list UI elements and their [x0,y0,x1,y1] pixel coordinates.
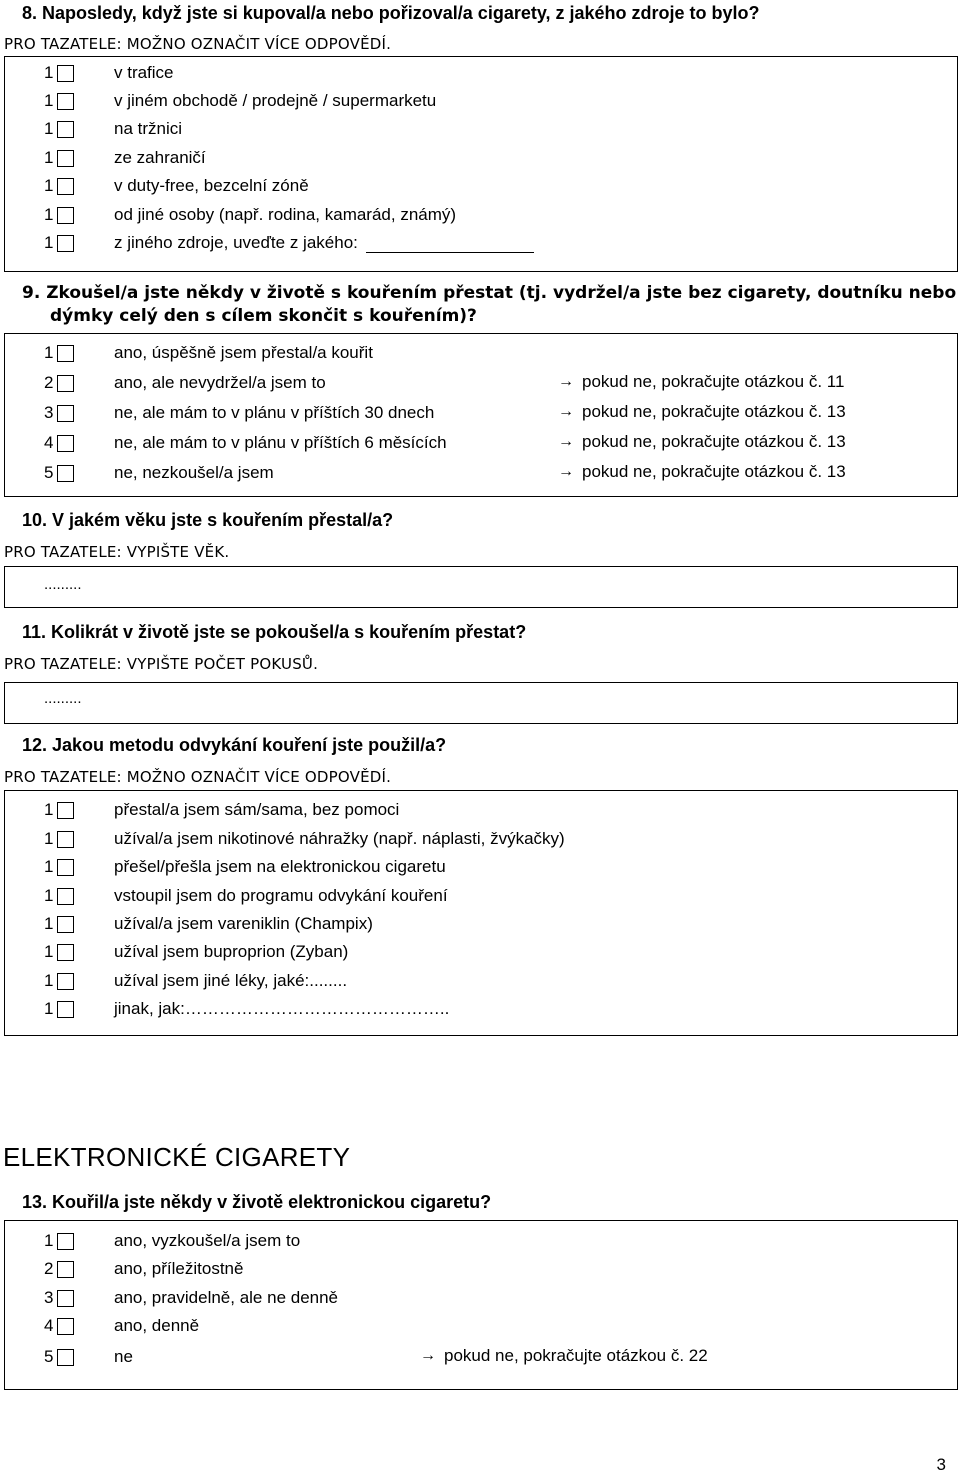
q11-title: 11. Kolikrát v životě jste se pokoušel/a s kouřením přestat? [22,622,527,642]
q8-title: 8. Naposledy, když jste si kupoval/a nebo pořizoval/a cigarety, z jakého zdroje to bylo? [22,3,760,23]
checkbox[interactable] [57,1318,74,1335]
q9-option[interactable]: 2 ano, ale nevydržel/a jsem to [44,373,326,392]
checkbox[interactable] [57,859,74,876]
q8-option[interactable]: 1 ze zahraničí [44,148,206,167]
skip-instruction: → pokud ne, pokračujte otázkou č. 22 [420,1346,708,1365]
checkbox[interactable] [57,1001,74,1018]
skip-instruction: → pokud ne, pokračujte otázkou č. 11 [558,372,845,391]
checkbox[interactable] [57,802,74,819]
arrow-right-icon: → [558,463,574,480]
write-in-line[interactable] [366,236,534,253]
q12-option[interactable]: 1 přešel/přešla jsem na elektronickou cigaretu [44,857,446,876]
checkbox[interactable] [57,93,74,110]
q13-option[interactable]: 1 ano, vyzkoušel/a jsem to [44,1231,301,1250]
q11-answer-frame[interactable] [4,682,958,724]
q8-option[interactable]: 1 od jiné osoby (např. rodina, kamarád, známý) [44,205,457,224]
q12-instruction: PRO TAZATELE: MOŽNO OZNAČIT VÍCE ODPOVĚDÍ. [4,768,392,786]
arrow-right-icon: → [558,373,574,390]
checkbox[interactable] [57,150,74,167]
q9-option[interactable]: 5 ne, nezkoušel/a jsem [44,463,274,482]
q8-option[interactable]: 1 v jiném obchodě / prodejně / supermarketu [44,91,437,110]
checkbox[interactable] [57,345,74,362]
q8-option[interactable]: 1 v duty-free, bezcelní zóně [44,176,309,195]
q11-instruction: PRO TAZATELE: VYPIŠTE POČET POKUSŮ. [4,655,319,673]
q9-title-line2: dýmky celý den s cílem skončit s kouřením)? [50,306,477,326]
q11-answer[interactable]: ......... [44,690,82,707]
q12-option[interactable]: 1 užíval jsem jiné léky, jaké:........ [44,971,348,990]
q12-option[interactable]: 1 vstoupil jsem do programu odvykání kouření [44,886,448,905]
q9-title-line1: 9. Zkoušel/a jste někdy v životě s kouřením přestat (tj. vydržel/a jste bez cigarety, doutníku nebo [22,283,957,303]
checkbox[interactable] [57,831,74,848]
checkbox[interactable] [57,1290,74,1307]
checkbox[interactable] [57,916,74,933]
q10-answer[interactable]: ......... [44,576,82,593]
q9-option[interactable]: 1 ano, úspěšně jsem přestal/a kouřit [44,343,373,362]
skip-instruction: → pokud ne, pokračujte otázkou č. 13 [558,462,846,481]
skip-instruction: → pokud ne, pokračujte otázkou č. 13 [558,432,846,451]
q12-title: 12. Jakou metodu odvykání kouření jste použil/a? [22,735,447,755]
q10-title: 10. V jakém věku jste s kouřením přestal/a? [22,510,394,530]
checkbox[interactable] [57,888,74,905]
checkbox[interactable] [57,944,74,961]
q12-option[interactable]: 1 užíval/a jsem nikotinové náhražky (např. náplasti, žvýkačky) [44,829,565,848]
checkbox[interactable] [57,405,74,422]
q8-option[interactable]: 1 z jiného zdroje, uveďte z jakého: [44,232,74,254]
q13-title: 13. Kouřil/a jste někdy v životě elektronickou cigaretu? [22,1192,492,1212]
skip-instruction: → pokud ne, pokračujte otázkou č. 13 [558,402,846,421]
checkbox[interactable] [57,973,74,990]
arrow-right-icon: → [420,1347,436,1364]
q13-option[interactable]: 2 ano, příležitostně [44,1259,244,1278]
checkbox[interactable] [57,178,74,195]
q12-option[interactable]: 1 přestal/a jsem sám/sama, bez pomoci [44,800,400,819]
arrow-right-icon: → [558,433,574,450]
q12-option[interactable]: 1 užíval jsem buproprion (Zyban) [44,942,349,961]
checkbox[interactable] [57,1349,74,1366]
checkbox[interactable] [57,1261,74,1278]
q10-instruction: PRO TAZATELE: VYPIŠTE VĚK. [4,543,230,561]
q8-instruction: PRO TAZATELE: MOŽNO OZNAČIT VÍCE ODPOVĚDÍ. [4,35,392,53]
checkbox[interactable] [57,65,74,82]
q13-option[interactable]: 3 ano, pravidelně, ale ne denně [44,1288,339,1307]
q10-answer-frame[interactable] [4,566,958,608]
q8-option[interactable]: 1 v trafice [44,63,174,82]
q12-option[interactable]: 1 užíval/a jsem vareniklin (Champix) [44,914,373,933]
checkbox[interactable] [57,435,74,452]
q12-option[interactable]: 1 jinak, jak:……………………………………….. [44,999,450,1018]
q9-option[interactable]: 4 ne, ale mám to v plánu v příštích 6 měsících [44,433,447,452]
arrow-right-icon: → [558,403,574,420]
checkbox[interactable] [57,235,74,252]
q9-option[interactable]: 3 ne, ale mám to v plánu v příštích 30 dnech [44,403,435,422]
q13-option[interactable]: 4 ano, denně [44,1316,200,1335]
q13-option[interactable]: 5 ne [44,1347,133,1366]
checkbox[interactable] [57,375,74,392]
checkbox[interactable] [57,121,74,138]
checkbox[interactable] [57,465,74,482]
page-number: 3 [936,1455,946,1474]
checkbox[interactable] [57,1233,74,1250]
q8-option[interactable]: 1 na tržnici [44,119,183,138]
checkbox[interactable] [57,207,74,224]
section-heading: ELEKTRONICKÉ CIGARETY [3,1142,351,1172]
